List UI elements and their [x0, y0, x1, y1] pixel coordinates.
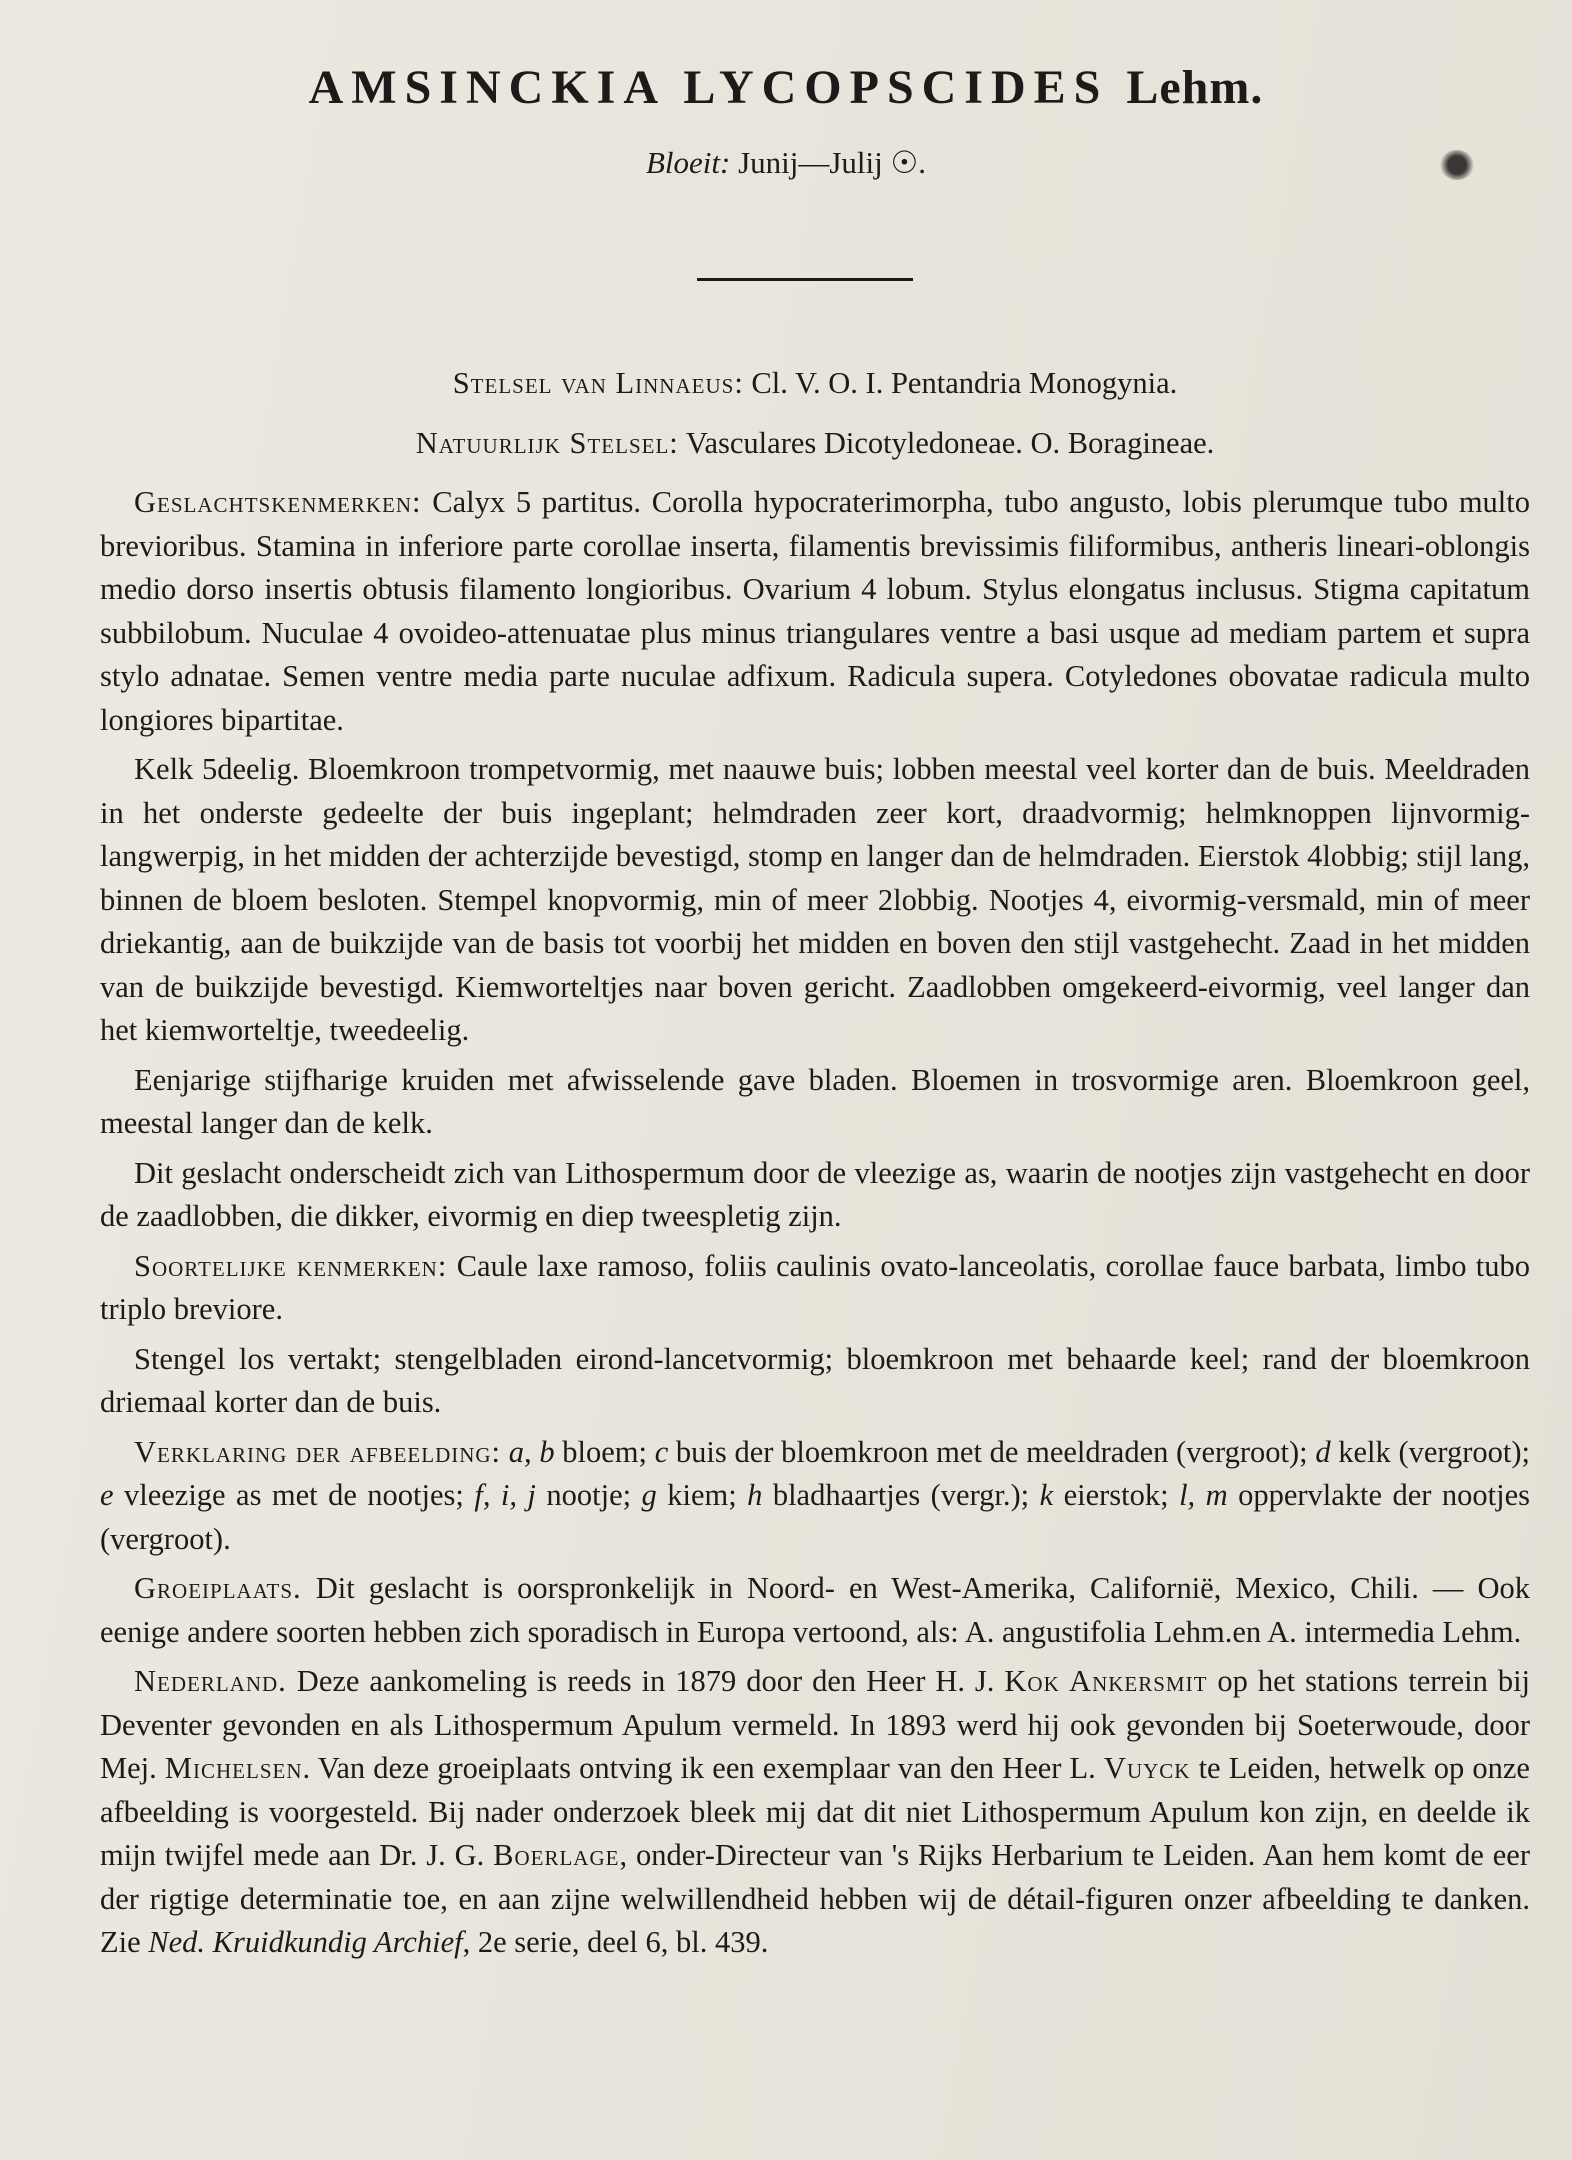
natuurlijk-text: Vasculares Dicotyledoneae. O. Boragineae.	[685, 425, 1215, 460]
description-body	[100, 362, 1530, 1971]
geslacht-verschil-paragraph: Dit geslacht onderscheidt zich van Lithospermum door de vleezige as, waarin de nootjes zijn vastgehecht en door de zaadlobben, die dikker, eivormig en diep tweespletig zijn.	[100, 1155, 1530, 1233]
groeiplaats	[100, 1567, 1530, 1654]
verklaring	[100, 1431, 1530, 1562]
person-name: Vuyck	[1103, 1751, 1191, 1785]
fig-ref: e	[100, 1478, 114, 1512]
fig-desc: kiem;	[656, 1478, 748, 1512]
soort-label: Soortelijke kenmerken:	[134, 1248, 448, 1283]
bloei-value: Junij—Julij ☉.	[738, 145, 927, 180]
geslacht-text: Calyx 5 partitus. Corolla hypocraterimorpha, tubo angusto, lobis plerumque tubo multo brevioribus. Stamina in inferiore parte corollae inserta, filamentis brevissimis filiformibus, antheris lineari-oblongis medio dorso insertis obtusis filamento longioribus. Ovarium 4 lobum. Stylus elongatus inclusus. Stigma capitatum subbilobum. Nuculae 4 ovoideo-attenuatae plus minus triangulares ventre a basi usque ad mediam partem et supra stylo adnatae. Semen ventre media parte nuculae adfixum. Radicula supera. Cotyledones obovatae radicula multo longiores bipartitae.	[100, 485, 1530, 737]
fig-desc: bladhaartjes (vergr.);	[762, 1478, 1040, 1512]
fig-desc: nootje;	[535, 1478, 642, 1512]
stelsel-linnaeus	[100, 362, 1530, 406]
person-name: Boerlage	[493, 1838, 620, 1872]
fig-desc: bloem;	[554, 1434, 655, 1469]
divider	[697, 278, 913, 281]
soortelijke-kenmerken	[100, 1245, 1530, 1332]
fig-desc: buis der bloemkroon met de meeldraden (vergroot);	[668, 1434, 1316, 1469]
fig-ref: c	[654, 1434, 669, 1469]
nederland	[100, 1660, 1530, 1965]
nederland-text: , 2e serie, deel 6, bl. 439.	[462, 1925, 769, 1959]
fig-ref: f, i, j	[474, 1478, 536, 1512]
groeiplaats-label: Groeiplaats.	[134, 1571, 302, 1605]
fig-desc: vleezige as met de nootjes;	[113, 1478, 475, 1512]
page-title	[0, 60, 1572, 115]
bloei-line	[0, 145, 1572, 181]
stengel-paragraph: Stengel los vertakt; stengelbladen eirond-lancetvormig; bloemkroon met behaarde keel; rand der bloemkroon driemaal korter dan de buis.	[100, 1341, 1530, 1419]
fig-ref: g	[641, 1478, 657, 1512]
fig-ref: d	[1315, 1434, 1331, 1469]
fig-desc: oppervlakte der nootjes (vergroot).	[100, 1478, 1531, 1556]
journal-reference: Ned. Kruidkundig Archief	[148, 1925, 463, 1959]
geslachtskenmerken	[100, 481, 1530, 742]
nederland-text: . Van deze groeiplaats ontving ik een exemplaar van den Heer L.	[302, 1751, 1104, 1785]
natuurlijk-stelsel	[100, 422, 1530, 466]
kelk-paragraph: Kelk 5deelig. Bloemkroon trompetvormig, met naauwe buis; lobben meestal veel korter dan de buis. Meeldraden in het onderste gedeelte der buis ingeplant; helmdraden zeer kort, draadvormig; helmknoppen lijnvormig-langwerpig, in het midden der achterzijde bevestigd, stomp en langer dan de helmdraden. Eierstok 4lobbig; stijl lang, binnen de bloem besloten. Stempel knopvormig, min of meer 2lobbig. Nootjes 4, eivormig-versmald, min of meer driekantig, aan de buikzijde van de basis tot voorbij het midden en boven den stijl vastgehecht. Zaad in het midden van de buikzijde bevestigd. Kiemworteltjes naar boven gericht. Zaadlobben omgekeerd-eivormig, veel langer dan het kiemworteltje, tweedeelig.	[100, 752, 1530, 1047]
fig-ref: h	[747, 1478, 763, 1512]
natuurlijk-label: Natuurlijk Stelsel:	[415, 425, 679, 460]
ink-smudge	[1440, 150, 1474, 180]
fig-ref: l, m	[1179, 1478, 1228, 1512]
geslacht-label: Geslachtskenmerken:	[134, 485, 422, 519]
nederland-text: op het stations terrein bij Deventer gevonden en als Lithospermum Apulum vermeld. In 1893 werd hij ook gevonden bij Soeterwoude, door Mej.	[100, 1664, 1531, 1785]
fig-desc: eierstok;	[1053, 1478, 1180, 1512]
bloei-label: Bloeit:	[645, 145, 731, 180]
nederland-label: Nederland.	[134, 1664, 287, 1698]
nederland-text: Deze aankomeling is reeds in 1879 door den Heer H. J.	[296, 1664, 1005, 1698]
soort-text: Caule laxe ramoso, foliis caulinis ovato-lanceolatis, corollae fauce barbata, limbo tubo triplo breviore.	[100, 1248, 1531, 1326]
stelsel-linnaeus-label: Stelsel van Linnaeus:	[452, 366, 744, 400]
nederland-text: te Leiden, hetwelk op onze afbeelding is voorgesteld. Bij nader onderzoek bleek mij dat dit niet Lithospermum Apulum kon zijn, en deelde ik mijn twijfel mede aan Dr. J. G.	[100, 1751, 1530, 1872]
fig-ref: a, b	[508, 1434, 555, 1469]
eenjarige-paragraph: Eenjarige stijfharige kruiden met afwisselende gave bladen. Bloemen in trosvormige aren. Bloemkroon geel, meestal langer dan de kelk.	[100, 1062, 1530, 1140]
nederland-text: , onder-Directeur van 's Rijks Herbarium te Leiden. Aan hem komt de eer der rigtige determinatie toe, en aan zijne welwillendheid hebben wij de détail-figuren onzer afbeelding te danken. Zie	[100, 1838, 1530, 1959]
stelsel-linnaeus-text: Cl. V. O. I. Pentandria Monogynia.	[751, 366, 1178, 400]
fig-desc: kelk (vergroot);	[1330, 1434, 1531, 1469]
fig-ref: k	[1039, 1478, 1054, 1512]
groeiplaats-text: Dit geslacht is oorspronkelijk in Noord- en West-Amerika, Californië, Mexico, Chili. — Ook eenige andere soorten hebben zich sporadisch in Europa vertoond, als: A. angustifolia Lehm.en A. intermedia Lehm.	[100, 1571, 1531, 1649]
person-name: Kok Ankersmit	[1004, 1664, 1208, 1698]
person-name: Michelsen	[164, 1751, 303, 1785]
verklaring-label: Verklaring der afbeelding:	[134, 1434, 502, 1469]
title-species: AMSINCKIA LYCOPSCIDES	[308, 61, 1109, 114]
title-author: Lehm.	[1126, 61, 1264, 114]
